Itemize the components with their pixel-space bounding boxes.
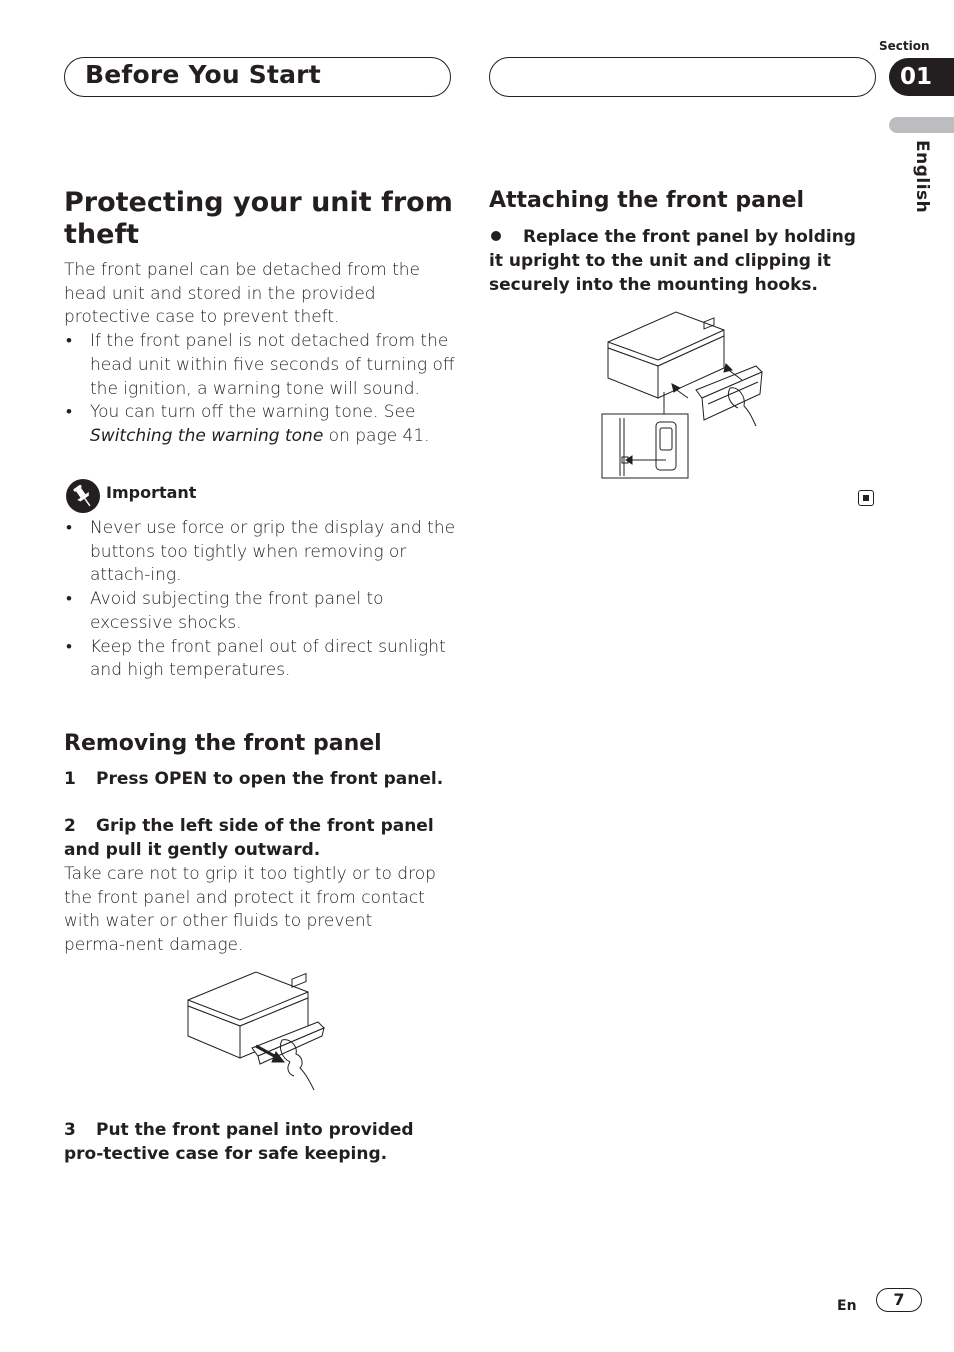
step-3-text: Put the front panel into provided pro-tective case for safe keeping.: [64, 1120, 414, 1164]
header-left-pill: [64, 57, 451, 97]
removing-panel-illustration: [186, 970, 328, 1092]
bullet-warning-tone: • If the front panel is not detached from the head unit within five seconds of turning off the ignition, a warning tone will sound.: [64, 330, 456, 401]
page-number: 7: [876, 1288, 922, 1312]
step-2: [64, 814, 456, 862]
section-end-icon: [858, 490, 874, 506]
header-right-pill: [489, 57, 876, 97]
step-2-text: Grip the left side of the front panel and pull it gently outward.: [64, 816, 434, 860]
attaching-text: Replace the front panel by holding it upright to the unit and clipping it securely into the mounting hooks.: [489, 227, 856, 295]
step-3: [64, 1118, 456, 1166]
important-bullet-force: • Never use force or grip the display and the buttons too tightly when removing or attach-ing.: [64, 517, 456, 588]
step-2-number: 2: [64, 816, 76, 836]
important-body: [64, 517, 456, 683]
important-bullet-sunlight: • Keep the front panel out of direct sunlight and high temperatures.: [64, 636, 456, 683]
important-label: Important: [106, 483, 197, 502]
step-1-number: 1: [64, 769, 76, 789]
language-tab-bar: [889, 117, 954, 133]
removing-title: Removing the front panel: [64, 731, 382, 756]
footer-language: En: [837, 1298, 857, 1314]
section-label: Section: [879, 39, 930, 53]
protect-body: [64, 259, 456, 449]
important-bullet-shocks: • Avoid subjecting the front panel to excessive shocks.: [64, 588, 456, 635]
important-bullets: [64, 517, 456, 683]
section-number-tab: 01: [889, 58, 954, 96]
intro-paragraph: The front panel can be detached from the head unit and stored in the provided protective case to prevent theft.: [64, 260, 421, 328]
bullet-turn-off-tone: • You can turn off the warning tone. See Switching the warning tone on page 41.: [64, 401, 456, 448]
cross-reference-link: Switching the warning tone: [90, 425, 324, 446]
attaching-instruction: [489, 225, 874, 297]
step-1: [64, 767, 456, 791]
protect-bullets: [64, 330, 456, 449]
language-label: English: [912, 140, 932, 214]
step-2-note: Take care not to grip it too tightly or to drop the front panel and protect it from contact with water or other fluids to prevent perma-nent damage.: [64, 864, 436, 956]
chapter-title: Before You Start: [85, 60, 321, 89]
step-3-number: 3: [64, 1120, 76, 1140]
important-pin-icon: [66, 479, 100, 513]
step-1-text: Press OPEN to open the front panel.: [96, 769, 444, 789]
protect-title: Protecting your unit from theft: [64, 187, 453, 250]
attaching-panel-illustration: [600, 308, 770, 482]
attaching-title: Attaching the front panel: [489, 188, 805, 213]
bullet-dot-icon: [491, 231, 501, 241]
